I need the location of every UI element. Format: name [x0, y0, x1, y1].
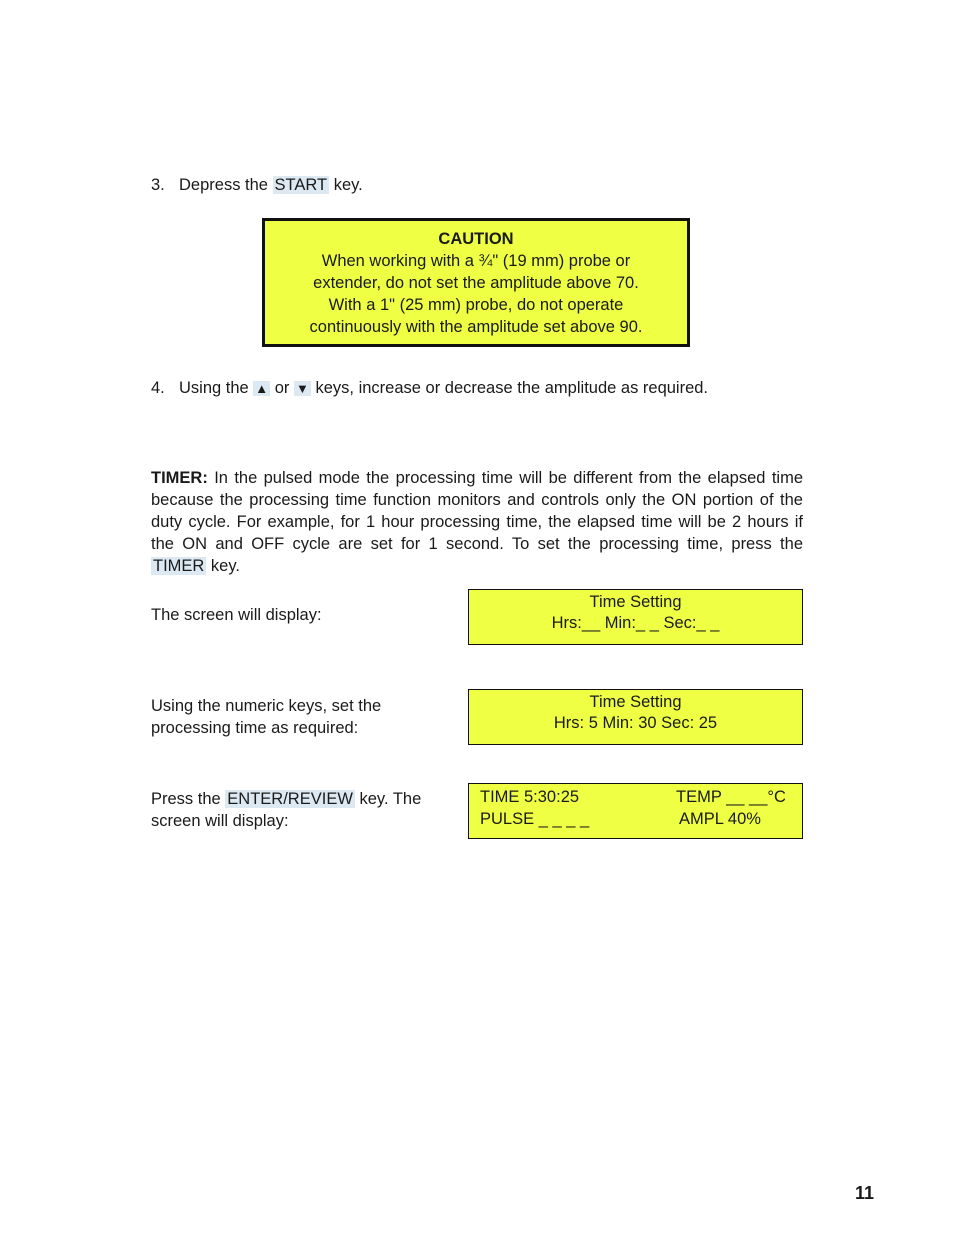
- timer-body: In the pulsed mode the processing time will be different from the elapsed time because the processing time function monitors and controls only the ON portion of the duty cycle. For example, for 1 hour processing time, the elapsed time will be 2 hours if the ON and OFF cycle are set for 1 second. To set the processing time, press the: [151, 469, 803, 553]
- lcd-ampl: AMPL 40%: [679, 810, 761, 828]
- caution-box: [262, 218, 690, 347]
- display2-label-line: Using the numeric keys, set the: [151, 697, 382, 715]
- step-text-end: keys, increase or decrease the amplitude as required.: [310, 379, 709, 397]
- caution-line: When working with a ¾" (19 mm) probe or: [321, 252, 631, 270]
- step-4: [151, 377, 831, 400]
- display1-label: The screen will display:: [151, 606, 322, 624]
- lcd-line: Time Setting: [589, 693, 682, 711]
- caution-line: With a 1" (25 mm) probe, do not operate: [328, 296, 624, 314]
- lcd-display-1: [468, 589, 803, 645]
- up-arrow-key-icon: ▲: [255, 381, 269, 396]
- lcd-line: Hrs: 5 Min: 30 Sec: 25: [553, 714, 718, 732]
- lcd-line: Time Setting: [589, 593, 682, 611]
- step-text: Depress the: [179, 176, 273, 194]
- lcd-display-2: [468, 689, 803, 745]
- display3-label-text: key. The: [354, 790, 422, 808]
- timer-heading: TIMER:: [151, 469, 208, 487]
- lcd-time: TIME 5:30:25: [480, 788, 580, 806]
- display3-label-line: screen will display:: [151, 812, 289, 830]
- lcd-display-3: [468, 783, 803, 839]
- down-arrow-key-icon: ▼: [296, 381, 309, 396]
- display3-label: [151, 788, 441, 832]
- step-text-mid: or: [270, 379, 295, 397]
- step-text-end: key.: [329, 176, 363, 194]
- display2-label: [151, 695, 441, 739]
- timer-paragraph: [151, 467, 803, 577]
- caution-line: continuously with the amplitude set above 90.: [309, 318, 643, 336]
- step-text: Using the: [179, 379, 254, 397]
- caution-title: CAUTION: [438, 230, 514, 248]
- step-number: 3.: [151, 176, 165, 194]
- timer-end: key.: [206, 557, 240, 575]
- caution-line: extender, do not set the amplitude above 70.: [313, 274, 639, 292]
- enter-review-key: ENTER/REVIEW: [227, 790, 353, 808]
- step-number: 4.: [151, 379, 165, 397]
- display3-label-text: Press the: [151, 790, 226, 808]
- lcd-temp: TEMP __ __°C: [676, 788, 786, 806]
- lcd-pulse: PULSE _ _ _ _: [480, 810, 590, 828]
- page-number: 11: [855, 1183, 875, 1203]
- display2-label-line: processing time as required:: [151, 719, 359, 737]
- step-3: [151, 174, 831, 196]
- timer-key: TIMER: [153, 557, 205, 575]
- start-key: START: [274, 176, 328, 194]
- lcd-line: Hrs:__ Min:_ _ Sec:_ _: [551, 614, 720, 632]
